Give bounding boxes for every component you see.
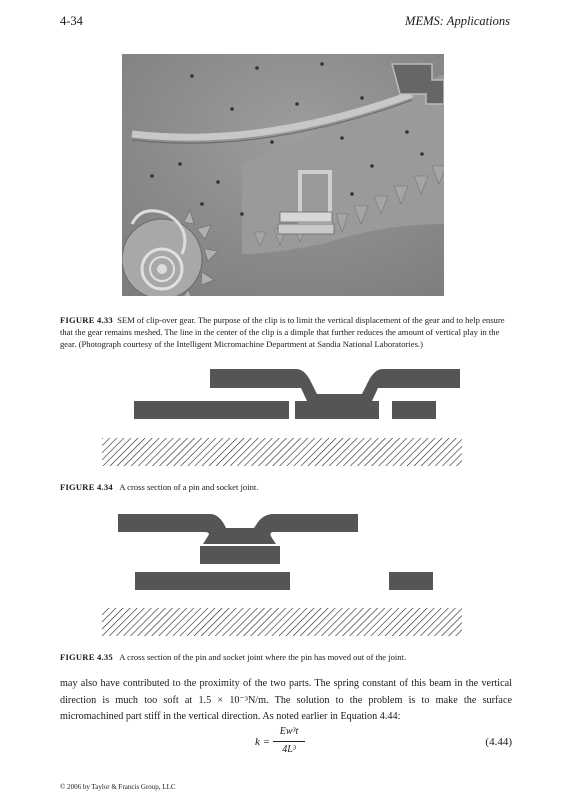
equation-denominator: 4L³ bbox=[282, 744, 296, 755]
substrate bbox=[102, 438, 462, 466]
caption-text: A cross section of a pin and socket joint. bbox=[119, 482, 259, 492]
figure-4-34-caption bbox=[60, 481, 512, 493]
figure-4-35-caption bbox=[60, 651, 512, 663]
figure-label: FIGURE 4.35 bbox=[60, 652, 113, 662]
upper-layer bbox=[118, 514, 358, 544]
lower-layer-right bbox=[392, 401, 436, 419]
substrate bbox=[102, 608, 462, 636]
equation-numerator: Ew³t bbox=[279, 726, 299, 737]
lower-layer-center bbox=[295, 401, 379, 419]
copyright-footer: © 2006 by Taylor & Francis Group, LLC bbox=[60, 783, 176, 791]
running-title: MEMS: Applications bbox=[405, 14, 510, 28]
fraction-bar bbox=[273, 741, 305, 742]
lower-layer-left bbox=[134, 401, 289, 419]
figure-4-35-diagram bbox=[60, 508, 512, 638]
page-number: 4-34 bbox=[60, 14, 83, 28]
equation-4-44 bbox=[60, 724, 512, 764]
figure-4-33-caption bbox=[60, 314, 512, 350]
caption-text: SEM of clip-over gear. The purpose of the clip is to limit the vertical displacement of the gear and to help ensure that the gear remains meshed. The line in the center of the clip is a dimple that further reduces the amount of vertical play in the gear. (Photograph courtesy of the Intelligent Micromachine Department at Sandia National Laboratories.) bbox=[60, 315, 505, 349]
upper-layer bbox=[210, 369, 460, 401]
caption-text: A cross section of the pin and socket joint where the pin has moved out of the joint. bbox=[119, 652, 407, 662]
lower-layer-right bbox=[389, 572, 433, 590]
body-paragraph: may also have contributed to the proximity of the two parts. The spring constant of this beam in the vertical direction is much too soft at 1.5 × 10⁻³N/m. The solution to the problem is to make the surface micromachined part stiff in the vertical direction. As noted earlier in Equation 4.44: bbox=[60, 678, 512, 722]
displaced-pin bbox=[200, 546, 280, 564]
figure-4-34-diagram bbox=[60, 360, 512, 470]
lower-layer-left bbox=[135, 572, 290, 590]
figure-label: FIGURE 4.34 bbox=[60, 482, 113, 492]
equation-number: (4.44) bbox=[485, 736, 512, 748]
sem-photograph bbox=[122, 54, 444, 296]
figure-label: FIGURE 4.33 bbox=[60, 315, 113, 325]
equation-lhs: k = bbox=[255, 736, 271, 748]
